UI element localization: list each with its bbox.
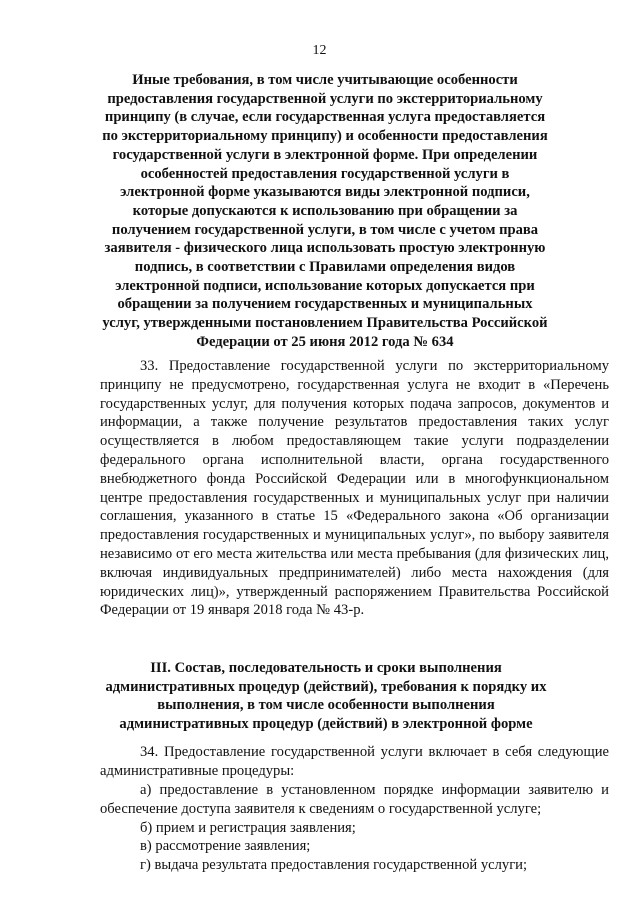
- paragraph-34: 34. Предоставление государственной услуги включает в себя следующие административные процедуры:: [100, 744, 609, 779]
- procedure-item-b: б) прием и регистрация заявления;: [140, 819, 356, 836]
- section-heading-iii: III. Состав, последовательность и сроки выполнения административных процедур (действий), требования к порядку их выполнения, в том числе особенности выполнения административных процедур (действий) в электронной форме: [105, 660, 547, 733]
- procedures-list: [100, 781, 609, 875]
- procedure-item-a: а) предоставление в установленном порядке информации заявителю и обеспечение доступа заявителя к сведениям о государственной услуге;: [100, 782, 609, 817]
- page-number: 12: [312, 43, 327, 58]
- procedure-item-d: г) выдача результата предоставления государственной услуги;: [140, 857, 528, 874]
- procedure-item-c: в) рассмотрение заявления;: [140, 838, 311, 855]
- section-heading-other-requirements: Иные требования, в том числе учитывающие особенности предоставления государственной услуги по экстерриториальному принципу (в случае, если государственная услуга предоставляется по экстерриториальному принципу) и особенности предоставления государственной услуги в электронной форме. При определении особенностей предоставления государственной услуги в электронной форме указываются виды электронной подписи, которые допускаются к использованию при обращении за получением государственной услуги, в том числе с учетом права заявителя - физического лица использовать простую электронную подпись, в соответствии с Правилами определения видов электронной подписи, использование которых допускается при обращении за получением государственных и муниципальных услуг, утвержденными постановлением Правительства Российской Федерации от 25 июня 2012 года № 634: [102, 72, 548, 350]
- paragraph-33: 33. Предоставление государственной услуги по экстерриториальному принципу не предусмотрено, государственная услуга не входит в «Перечень государственных услуг, для получения которых подача запросов, документов и информации, а также получение результатов предоставления таких услуг осуществляется в любом предоставляющем такие услуги подразделении федерального органа исполнительной власти, органа государственного внебюджетного фонда Российской Федерации или в многофункциональном центре предоставления государственных и муниципальных услуг при наличии соглашения, указанного в статье 15 «Федерального закона «Об организации предоставления государственных и муниципальных услуг», по выбору заявителя независимо от его места жительства или места пребывания (для физических лиц, включая индивидуальных предпринимателей) либо места нахождения (для юридических лиц)», утвержденный распоряжением Правительства Российской Федерации от 19 января 2018 года № 43-р.: [100, 358, 609, 619]
